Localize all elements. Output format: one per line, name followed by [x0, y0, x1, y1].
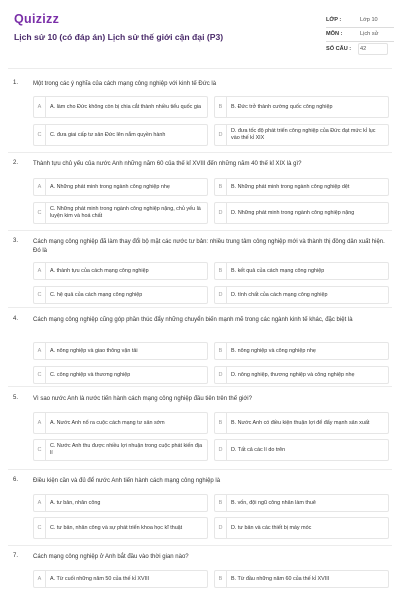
option-text: C. đưa giai cấp tư sản Đức lên nắm quyền hành	[50, 131, 166, 138]
option-d[interactable]	[214, 517, 389, 539]
option-letter: B	[215, 263, 227, 279]
meta-subject-label: MÔN :	[326, 31, 343, 37]
meta-grade-value: Lớp 10	[360, 17, 378, 23]
option-b[interactable]	[214, 178, 389, 196]
option-text: A. Nước Anh nổ ra cuộc cách mạng tư sản sớm	[50, 419, 165, 426]
option-b[interactable]	[214, 342, 389, 360]
question-text: Điều kiện cần và đủ để nước Anh tiến hành cách mạng công nghiệp là	[33, 478, 221, 484]
option-d[interactable]	[214, 439, 389, 461]
question-text: Cách mạng công nghiệp ở Anh bắt đầu vào thời gian nào?	[33, 554, 189, 560]
option-a[interactable]	[33, 412, 208, 434]
option-a[interactable]	[33, 342, 208, 360]
divider	[326, 41, 394, 42]
option-a[interactable]	[33, 178, 208, 196]
worksheet-header	[0, 0, 400, 66]
option-a[interactable]	[33, 262, 208, 280]
option-text: D. tính chất của cách mạng công nghiệp	[231, 291, 328, 298]
option-letter: A	[34, 97, 46, 117]
option-letter: B	[215, 571, 227, 587]
meta-count-label: SỐ CÂU :	[326, 46, 352, 52]
option-d[interactable]	[214, 202, 389, 224]
option-b[interactable]	[214, 570, 389, 588]
option-a[interactable]	[33, 570, 208, 588]
option-letter: C	[34, 440, 46, 460]
option-text: A. nông nghiệp và giao thông vận tải	[50, 347, 138, 354]
option-letter: A	[34, 263, 46, 279]
question-divider	[8, 469, 392, 470]
option-d[interactable]	[214, 286, 389, 304]
option-text: B. Nước Anh có điều kiện thuận lợi để đẩy mạnh sản xuất	[231, 419, 370, 426]
option-letter: B	[215, 495, 227, 511]
option-c[interactable]	[33, 366, 208, 384]
meta-subject	[326, 28, 388, 42]
option-text: C. tư bản, nhân công và sự phát triển khoa học kĩ thuật	[50, 524, 183, 531]
option-letter: A	[34, 413, 46, 433]
option-text: C. Những phát minh trong ngành công nghiệp nặng, chủ yếu là luyện kim và hoá chất	[50, 206, 201, 219]
option-letter: D	[215, 287, 227, 303]
option-c[interactable]	[33, 439, 208, 461]
option-letter: D	[215, 518, 227, 538]
option-text: A. làm cho Đức không còn bị chia cắt thành nhiều tiểu quốc gia	[50, 103, 202, 110]
option-text: A. Từ cuối những năm 50 của thế kỉ XVIII	[50, 575, 150, 582]
option-text: D. Tất cả các lí do trên	[231, 446, 286, 453]
question-divider	[8, 307, 392, 308]
question-text: Vì sao nước Anh là nước tiến hành cách mạng công nghiệp đầu tiên trên thế giới?	[33, 396, 252, 402]
option-text: B. Những phát minh trong ngành công nghiệp dệt	[231, 183, 350, 190]
option-letter: C	[34, 203, 46, 223]
option-letter: A	[34, 179, 46, 195]
option-letter: C	[34, 518, 46, 538]
option-text: B. Từ đầu những năm 60 của thế kỉ XVIII	[231, 575, 330, 582]
question-number: 4.	[13, 316, 19, 322]
option-letter: A	[34, 495, 46, 511]
page-title: Lịch sử 10 (có đáp án) Lịch sử thế giới cận đại (P3)	[14, 32, 224, 42]
option-d[interactable]	[214, 366, 389, 384]
option-d[interactable]	[214, 124, 389, 146]
option-text: C. hệ quả của cách mạng công nghiệp	[50, 291, 143, 298]
option-b[interactable]	[214, 412, 389, 434]
question-number: 2.	[13, 160, 19, 166]
option-letter: B	[215, 413, 227, 433]
meta-grade	[326, 14, 388, 28]
question-divider	[8, 152, 392, 153]
option-text: D. Những phát minh trong ngành công nghiệp nặng	[231, 209, 355, 216]
meta-count	[326, 43, 388, 57]
meta-count-value: 42	[360, 46, 367, 52]
option-c[interactable]	[33, 286, 208, 304]
option-letter: B	[215, 179, 227, 195]
option-b[interactable]	[214, 494, 389, 512]
question-text: Một trong các ý nghĩa của cách mạng công nghiệp với kinh tế Đức là	[33, 81, 217, 87]
option-c[interactable]	[33, 517, 208, 539]
meta-grade-label: LỚP :	[326, 17, 342, 23]
option-text: B. Đức trở thành cường quốc công nghiệp	[231, 103, 333, 110]
question-text: Cách mạng công nghiệp cũng góp phần thúc đẩy những chuyển biến mạnh mẽ trong các ngành kinh tế khác, đặc biệt là	[33, 317, 353, 323]
question-number: 6.	[13, 477, 19, 483]
option-b[interactable]	[214, 262, 389, 280]
option-b[interactable]	[214, 96, 389, 118]
option-letter: A	[34, 571, 46, 587]
question-text: Cách mạng công nghiệp đã làm thay đổi bộ mặt các nước tư bản: nhiều trung tâm công nghiệp mới và thành thị đông dân xuất hiện. Đó là	[33, 239, 385, 254]
option-a[interactable]	[33, 494, 208, 512]
option-letter: B	[215, 97, 227, 117]
option-letter: A	[34, 343, 46, 359]
header-divider	[8, 68, 392, 69]
option-letter: D	[215, 440, 227, 460]
option-letter: C	[34, 287, 46, 303]
option-text: B. kết quả của cách mạng công nghiệp	[231, 267, 325, 274]
option-c[interactable]	[33, 202, 208, 224]
option-text: D. đưa tốc độ phát triển công nghiệp của Đức đạt mức kỉ lục vào thế kỉ XIX	[231, 128, 376, 141]
question-number: 1.	[13, 80, 19, 86]
meta-subject-value: Lịch sử	[360, 31, 379, 37]
option-letter: C	[34, 125, 46, 145]
question-divider	[8, 386, 392, 387]
option-letter: B	[215, 343, 227, 359]
question-number: 5.	[13, 395, 19, 401]
option-letter: D	[215, 203, 227, 223]
option-letter: D	[215, 125, 227, 145]
option-text: A. Những phát minh trong ngành công nghiệp nhẹ	[50, 183, 170, 190]
question-number: 3.	[13, 238, 19, 244]
option-text: C. công nghiệp và thương nghiệp	[50, 371, 131, 378]
option-text: D. nông nghiệp, thương nghiệp và công nghiệp nhẹ	[231, 371, 355, 378]
option-text: B. vốn, đội ngũ công nhân làm thuê	[231, 499, 316, 506]
option-a[interactable]	[33, 96, 208, 118]
option-text: A. tư bản, nhân công	[50, 499, 101, 506]
option-text: C. Nước Anh thu được nhiều lợi nhuận trong cuộc phát kiến địa lí	[50, 443, 203, 456]
option-letter: C	[34, 367, 46, 383]
option-text: A. thành tựu của cách mạng công nghiệp	[50, 267, 149, 274]
question-divider	[8, 545, 392, 546]
question-divider	[8, 230, 392, 231]
question-text: Thành tựu chủ yếu của nước Anh những năm 60 của thế kỉ XVIII đến những năm 40 thế kỉ XIX là gì?	[33, 161, 302, 167]
option-text: D. tư bản và các thiết bị máy móc	[231, 524, 312, 531]
quizizz-logo: Quizizz	[14, 12, 60, 26]
option-text: B. nông nghiệp và công nghiệp nhẹ	[231, 347, 316, 354]
option-letter: D	[215, 367, 227, 383]
question-number: 7.	[13, 553, 19, 559]
option-c[interactable]	[33, 124, 208, 146]
